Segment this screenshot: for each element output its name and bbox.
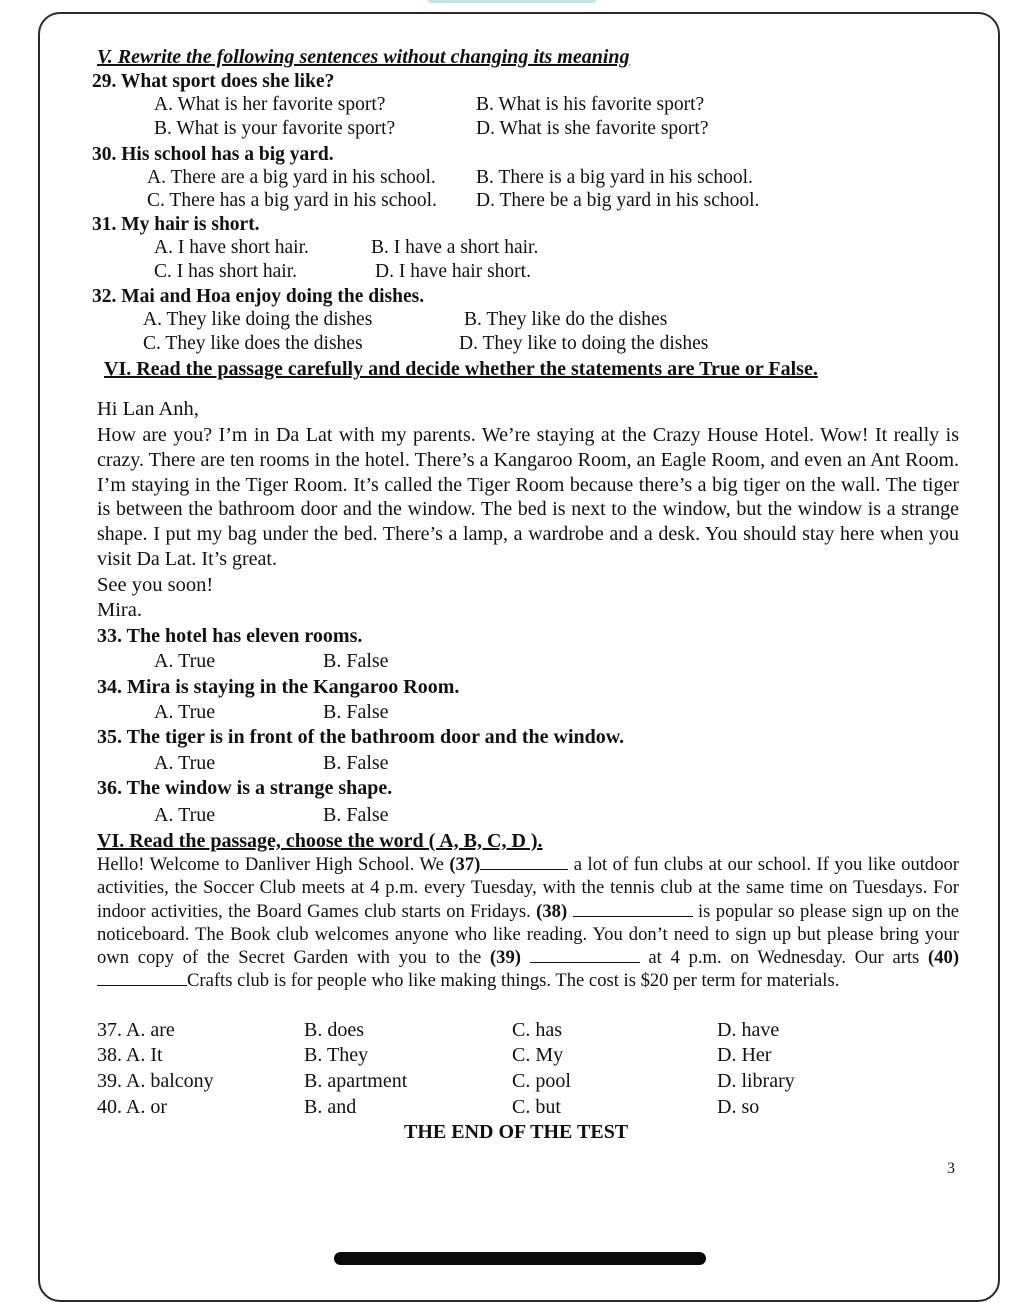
letter-closing: See you soon! — [97, 574, 214, 596]
q34-option-a: A. True — [154, 701, 216, 723]
q32-option-a: A. They like doing the dishes — [143, 309, 373, 330]
question-31: 31. My hair is short. — [92, 214, 260, 235]
question-33: 33. The hotel has eleven rooms. — [97, 625, 363, 647]
q39-option-d: D. library — [717, 1070, 795, 1092]
q35-option-a: A. True — [154, 752, 216, 774]
cloze-text-5: Crafts club is for people who like making things. The cost is $20 per term for materials. — [187, 970, 840, 992]
q32-option-d: D. They like to doing the dishes — [459, 333, 709, 354]
q38-option-d: D. Her — [717, 1044, 772, 1066]
q29-option-a: A. What is her favorite sport? — [154, 94, 386, 115]
q40-option-b: B. and — [304, 1096, 357, 1118]
question-36: 36. The window is a strange shape. — [97, 777, 393, 799]
blank-40-number: (40) — [928, 947, 960, 969]
q32-option-c: C. They like does the dishes — [143, 333, 363, 354]
cloze-text-1: Hello! Welcome to Danliver High School. We — [97, 854, 450, 875]
q29-option-c: B. What is your favorite sport? — [154, 118, 396, 139]
blank-37-number: (37) — [449, 854, 481, 875]
blank-39-number: (39) — [489, 947, 521, 969]
q29-option-d: D. What is she favorite sport? — [476, 118, 709, 139]
q34-option-b: B. False — [323, 701, 389, 723]
q39-option-b: B. apartment — [304, 1070, 408, 1092]
q30-option-a: A. There are a big yard in his school. — [147, 167, 436, 188]
top-tab-indicator — [428, 0, 596, 3]
q40-option-a: 40. A. or — [97, 1096, 167, 1118]
q31-option-b: B. I have a short hair. — [371, 237, 539, 258]
cloze-text-2: a lot of fun clubs at our school. If you like outdoor activities, the Soccer Club meets at 4 p.m. every Tuesday, with the tennis club at the same time on Tuesdays. For indoor activities, the Board Games club starts on Fridays. — [97, 854, 959, 922]
q37-option-a: 37. A. are — [97, 1019, 175, 1041]
q30-option-c: C. There has a big yard in his school. — [147, 190, 437, 211]
q38-option-c: C. My — [512, 1044, 564, 1066]
cloze-text-4: at 4 p.m. on Wednesday. Our arts — [639, 947, 929, 969]
cloze-text-3: is popular so please sign up on the noticeboard. The Book club welcomes anyone who like reading. You don’t need to sign up but please bring your own copy of the Secret Garden with you to the — [97, 900, 959, 969]
q39-option-a: 39. A. balcony — [97, 1070, 214, 1092]
q35-option-b: B. False — [323, 752, 389, 774]
section-7-title: VI. Read the passage, choose the word ( A, B, C, D ). — [97, 830, 543, 852]
section-5-title: V. Rewrite the following sentences without changing its meaning — [97, 46, 630, 68]
q39-option-c: C. pool — [512, 1070, 571, 1092]
section-6-title: VI. Read the passage carefully and decide whether the statements are True or False. — [104, 358, 818, 380]
q33-option-b: B. False — [323, 650, 389, 672]
q40-option-d: D. so — [717, 1096, 760, 1118]
q36-option-b: B. False — [323, 804, 389, 826]
end-of-test: THE END OF THE TEST — [404, 1121, 629, 1143]
blank-37[interactable] — [480, 853, 568, 870]
q38-option-a: 38. A. It — [97, 1044, 163, 1066]
letter-body: How are you? I’m in Da Lat with my parents. We’re staying at the Crazy House Hotel. Wow! It really is crazy. There are ten rooms in the hotel. There’s a Kangaroo Room, an Eagle Room, and even an Ant Room. I’m staying in the Tiger Room. It’s called the Tiger Room because there’s a big tiger on the wall. The tiger is between the bathroom door and the window. The bed is next to the window, but the window is a strange shape. I put my bag under the bed. There’s a lamp, a wardrobe and a desk. You should stay here when you visit Da Lat. It’s great. — [97, 424, 959, 570]
letter-signature: Mira. — [97, 599, 142, 621]
q32-option-b: B. They like do the dishes — [464, 309, 668, 330]
question-32: 32. Mai and Hoa enjoy doing the dishes. — [92, 286, 425, 307]
question-30: 30. His school has a big yard. — [92, 144, 334, 165]
q30-option-d: D. There be a big yard in his school. — [476, 190, 760, 211]
q31-option-c: C. I has short hair. — [154, 261, 297, 282]
q38-option-b: B. They — [304, 1044, 369, 1066]
q37-option-c: C. has — [512, 1019, 562, 1041]
question-29: 29. What sport does she like? — [92, 71, 335, 92]
question-35: 35. The tiger is in front of the bathroom door and the window. — [97, 726, 625, 748]
q33-option-a: A. True — [154, 650, 216, 672]
blank-38[interactable] — [573, 900, 693, 917]
blank-38-number: (38) — [536, 900, 568, 922]
q37-option-d: D. have — [717, 1019, 780, 1041]
q29-option-b: B. What is his favorite sport? — [476, 94, 705, 115]
q31-option-d: D. I have hair short. — [375, 261, 531, 282]
page-number: 3 — [947, 1160, 955, 1177]
question-34: 34. Mira is staying in the Kangaroo Room. — [97, 676, 460, 698]
home-indicator-bar[interactable] — [334, 1252, 706, 1265]
q37-option-b: B. does — [304, 1019, 364, 1041]
blank-39[interactable] — [530, 946, 640, 963]
blank-40[interactable] — [97, 969, 187, 986]
cloze-passage — [97, 853, 959, 993]
letter-greeting: Hi Lan Anh, — [97, 398, 199, 420]
q31-option-a: A. I have short hair. — [154, 237, 309, 258]
q30-option-b: B. There is a big yard in his school. — [476, 167, 753, 188]
q36-option-a: A. True — [154, 804, 216, 826]
q40-option-c: C. but — [512, 1096, 561, 1118]
